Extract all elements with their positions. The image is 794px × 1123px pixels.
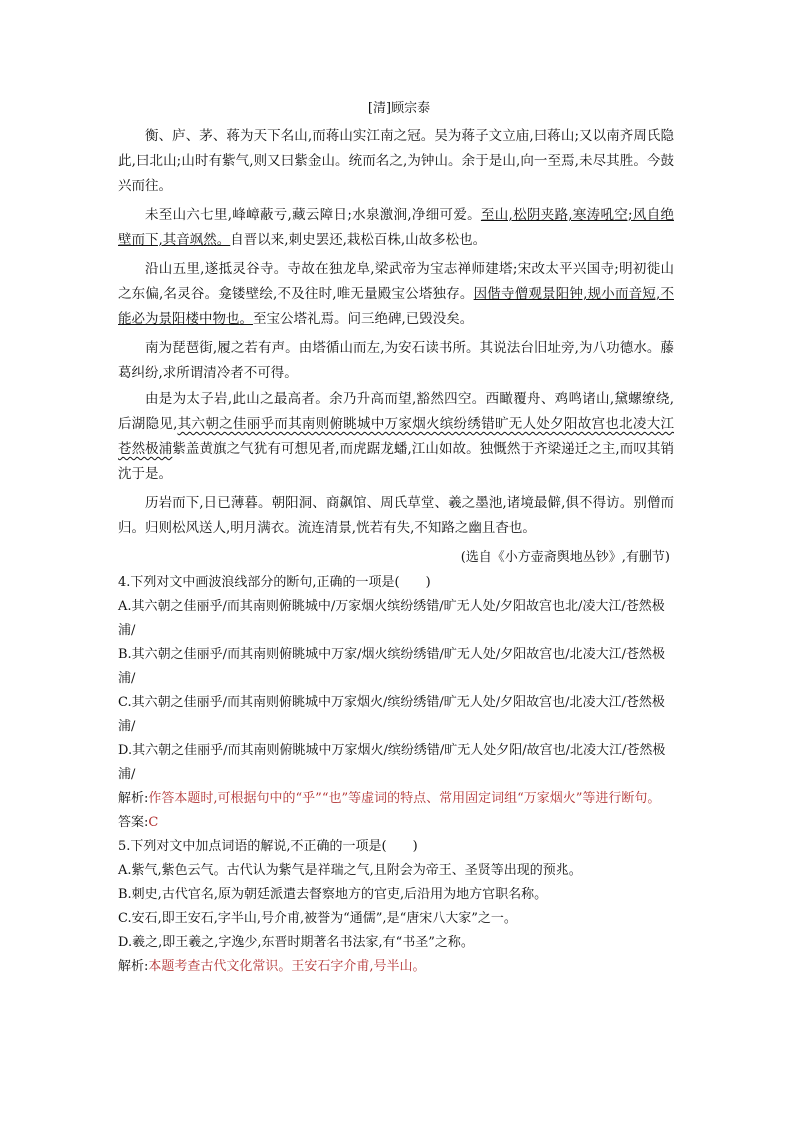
question-4-analysis	[118, 787, 674, 811]
passage-text: 历岩而下,日已薄暮。朝阳洞、商飙馆、周氏草堂、羲之墨池,诸境最僻,俱不得访。别僧而归。归则松风送人,明月满衣。流连清景,恍若有失,不知路之幽且杳也。	[118, 495, 674, 536]
passage-paragraph	[118, 124, 674, 199]
passage-text: 沿山五里,遂抵灵谷寺。寺故在独龙阜,梁武帝为宝志禅师建塔;宋改太平兴国寺;明初徙山之东偏,名灵谷。龛镂壁绘,不及往时,唯无量殿宝公塔独存。	[118, 261, 674, 302]
question-5-option-c: C.安石,即王安石,字半山,号介甫,被誉为“通儒”,是“唐宋八大家”之一。	[118, 911, 517, 926]
question-4	[118, 571, 674, 835]
question-5-analysis	[118, 955, 674, 979]
question-4-option-b: B.其六朝之佳丽乎/而其南则俯眺城中万家/烟火缤纷绣错/旷无人处/夕阳故宫也/北凌大江/苍然极浦/	[118, 647, 665, 686]
question-5-option-d: D.羲之,即王羲之,字逸少,东晋时期著名书法家,有“书圣”之称。	[118, 935, 474, 950]
passage	[118, 124, 674, 541]
wavy-underlined-text: 其六朝之佳丽乎而其南则俯眺城中万家烟火缤纷绣错旷无人处夕阳故宫也北凌大江苍然极浦	[118, 416, 675, 457]
question-4-option-c: C.其六朝之佳丽乎/而其南则俯眺城中万家烟火/缤纷绣错/旷无人处/夕阳故宫也/北凌大江/苍然极浦/	[118, 695, 665, 734]
passage-paragraph	[118, 491, 674, 541]
underlined-text: 因偕寺僧观景阳钟,规小而音短,不能必为景阳楼中物也。	[118, 286, 674, 327]
answer-value: C	[148, 815, 159, 830]
passage-text: 自晋以来,刺史罢还,栽松百株,山故多松也。	[230, 232, 487, 248]
question-5	[118, 835, 674, 979]
question-4-stem: 4.下列对文中画波浪线部分的断句,正确的一项是( )	[118, 575, 431, 590]
passage-text: 南为琵琶街,履之若有声。由塔循山而左,为安石读书所。其说法台旧址旁,为八功德水。藤葛纠纷,求所谓清冷者不可得。	[118, 340, 674, 381]
question-4-option-d: D.其六朝之佳丽乎/而其南则俯眺城中万家烟火/缤纷绣错/旷无人处夕阳/故宫也/北凌大江/苍然极浦/	[118, 743, 666, 782]
author-line: [清]顾宗泰	[367, 101, 431, 116]
analysis-label: 解析:	[118, 791, 149, 806]
passage-paragraph	[118, 257, 674, 332]
passage-text: 衡、庐、茅、蒋为天下名山,而蒋山实江南之冠。吴为蒋子文立庙,曰蒋山;又以南齐周氏隐此,曰北山;山时有紫气,则又曰紫金山。统而名之,为钟山。余于是山,向一至焉,未尽其胜。今鼓兴而往。	[118, 128, 674, 194]
passage-text: 未至山六七里,峰嶂蔽亏,藏云障日;水泉激涧,净细可爱。	[145, 207, 481, 223]
question-5-option-a: A.紫气,紫色云气。古代认为紫气是祥瑞之气,且附会为帝王、圣贤等出现的预兆。	[118, 863, 582, 878]
document-content	[118, 94, 674, 979]
passage-paragraph	[118, 203, 674, 253]
question-4-answer	[118, 811, 674, 835]
question-5-option-b: B.刺史,古代官名,原为朝廷派遣去督察地方的官吏,后沿用为地方官职名称。	[118, 887, 548, 902]
answer-label: 答案:	[118, 815, 149, 830]
question-5-stem: 5.下列对文中加点词语的解说,不正确的一项是( )	[118, 839, 418, 854]
underlined-text: 至山,松阴夹路,寒涛吼空;风自绝壁而下,其音飒然。	[118, 207, 674, 248]
analysis-text: 本题考查古代文化常识。王安石字介甫,号半山。	[148, 959, 426, 974]
passage-paragraph	[118, 336, 674, 386]
analysis-label: 解析:	[118, 959, 149, 974]
source-citation: (选自《小方壶斋舆地丛钞》,有删节)	[460, 550, 670, 565]
analysis-text: 作答本题时,可根据句中的“乎”“也”等虚词的特点、常用固定词组“万家烟火”等进行断句。	[148, 791, 661, 806]
passage-text: 至宝公塔礼焉。问三绝碑,已毁没矣。	[253, 311, 474, 327]
passage-paragraph	[118, 387, 674, 487]
passage-text: 由是为太子岩,此山之最高者。余乃升高而望,豁然四空。西瞰覆舟、鸡鸣诸山,黛螺缭绕,后湖隐见,	[118, 391, 674, 432]
passage-text: 紫盖黄旗之气犹有可想见者,而虎踞龙蟠,江山如故。独慨然于齐梁递迁之主,而叹其销沈于是。	[118, 441, 675, 482]
question-4-option-a: A.其六朝之佳丽乎/而其南则俯眺城中/万家烟火缤纷绣错/旷无人处/夕阳故宫也北/凌大江/苍然极浦/	[118, 599, 665, 638]
